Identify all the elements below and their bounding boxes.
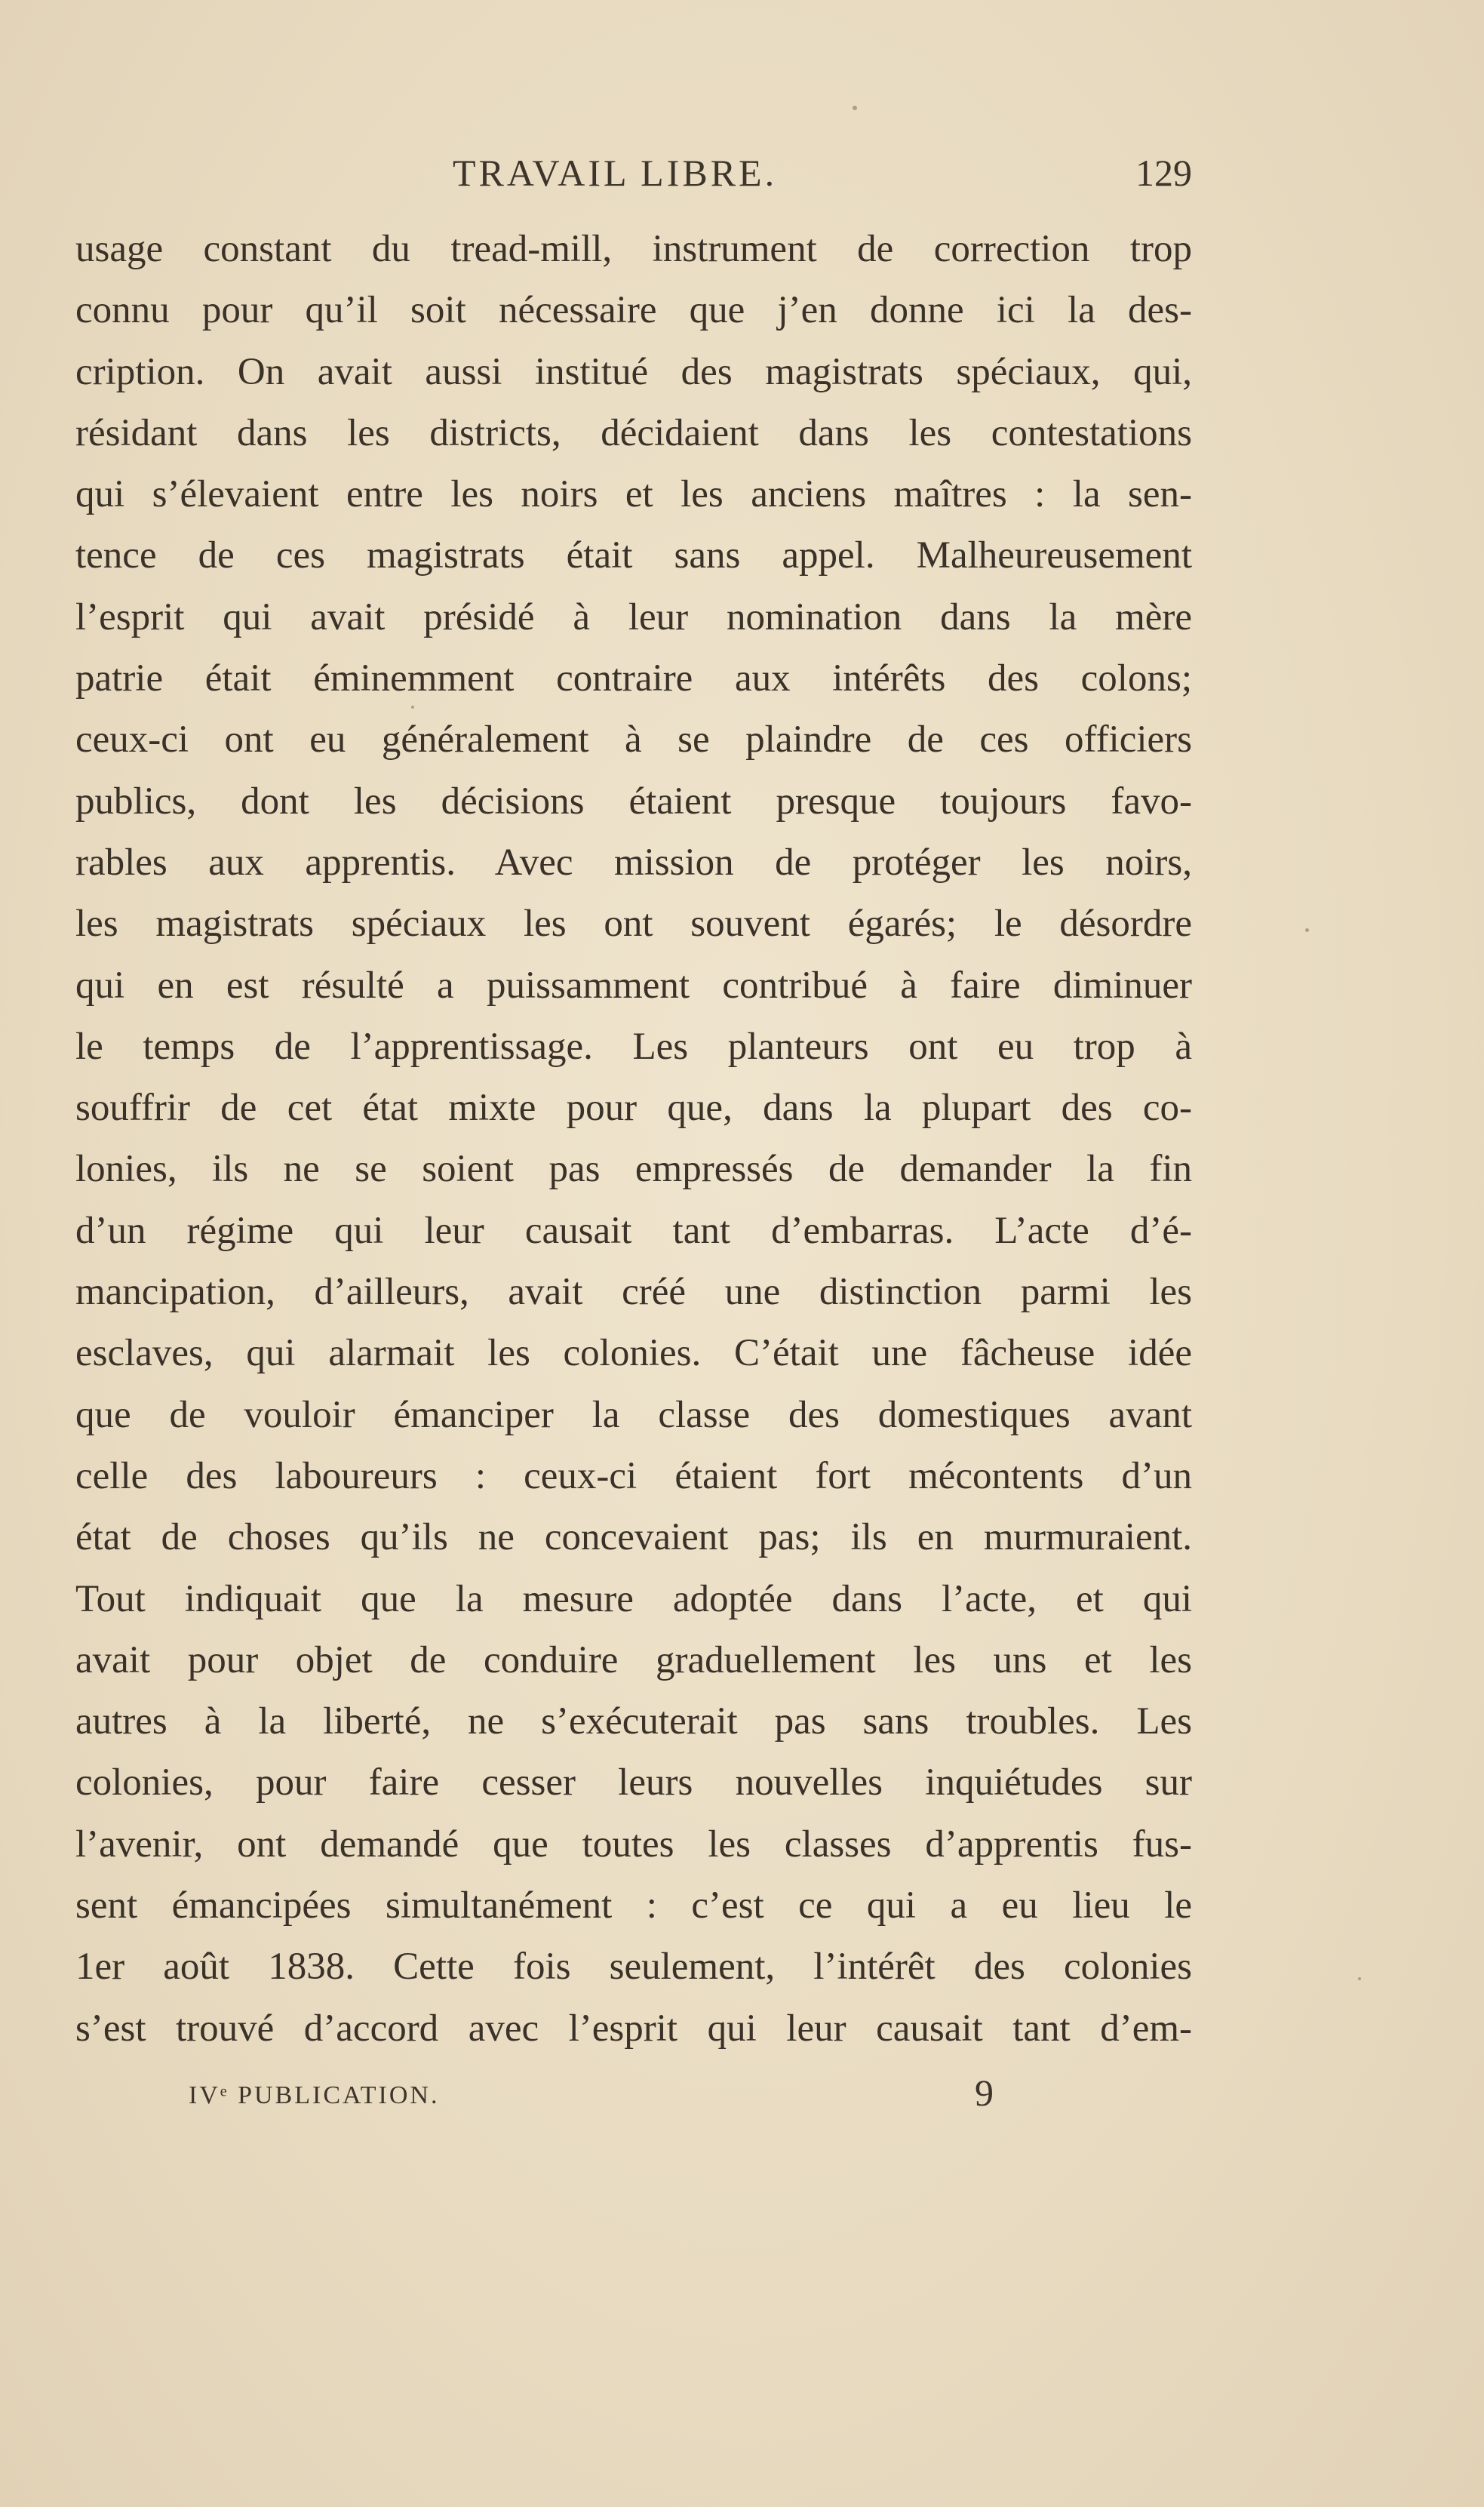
running-title: TRAVAIL LIBRE.: [453, 152, 778, 194]
text-line: état de choses qu’ils ne concevaient pas; ils en murmuraient.: [75, 1516, 1192, 1559]
text-line: 1er août 1838. Cette fois seulement, l’intérêt des colonies: [75, 1946, 1192, 1989]
text-line: cription. On avait aussi institué des magistrats spéciaux, qui,: [75, 350, 1192, 393]
text-line: autres à la liberté, ne s’exécuterait pas sans troubles. Les: [75, 1700, 1192, 1743]
text-line: d’un régime qui leur causait tant d’embarras. L’acte d’é-: [75, 1209, 1192, 1252]
text-line: rables aux apprentis. Avec mission de protéger les noirs,: [75, 841, 1192, 884]
page-footer: [75, 2068, 1192, 2121]
text-line: mancipation, d’ailleurs, avait créé une distinction parmi les: [75, 1271, 1192, 1314]
text-line: souffrir de cet état mixte pour que, dans la plupart des co-: [75, 1087, 1192, 1130]
paper-speck: [853, 106, 857, 110]
text-line: s’est trouvé d’accord avec l’esprit qui leur causait tant d’em-: [75, 2007, 1192, 2050]
text-line: patrie était éminemment contraire aux intérêts des colons;: [75, 657, 1192, 700]
text-line: celle des laboureurs : ceux-ci étaient fort mécontents d’un: [75, 1454, 1192, 1497]
text-line: connu pour qu’il soit nécessaire que j’en donne ici la des-: [75, 289, 1192, 332]
text-line: qui en est résulté a puissamment contribué à faire diminuer: [75, 964, 1192, 1007]
page-number: 129: [1135, 152, 1192, 194]
paper-speck: [411, 706, 414, 709]
text-line: publics, dont les décisions étaient presque toujours favo-: [75, 780, 1192, 823]
text-line: que de vouloir émanciper la classe des domestiques avant: [75, 1393, 1192, 1436]
text-line: résidant dans les districts, décidaient dans les contestations: [75, 411, 1192, 454]
paper-speck: [1305, 928, 1309, 932]
text-line: esclaves, qui alarmait les colonies. C’était une fâcheuse idée: [75, 1332, 1192, 1375]
text-line: l’esprit qui avait présidé à leur nomination dans la mère: [75, 595, 1192, 638]
sheet-number: 9: [975, 2072, 994, 2114]
page-header: [75, 151, 1192, 204]
text-line: le temps de l’apprentissage. Les planteurs ont eu trop à: [75, 1025, 1192, 1068]
text-line: l’avenir, ont demandé que toutes les classes d’apprentis fus-: [75, 1823, 1192, 1866]
text-line: usage constant du tread-mill, instrument de correction trop: [75, 228, 1192, 270]
text-line: sent émancipées simultanément : c’est ce qui a eu lieu le: [75, 1884, 1192, 1927]
text-line: colonies, pour faire cesser leurs nouvelles inquiétudes sur: [75, 1761, 1192, 1804]
signature-mark: IVᵉ PUBLICATION.: [189, 2081, 440, 2109]
text-line: ceux-ci ont eu généralement à se plaindre de ces officiers: [75, 718, 1192, 761]
text-line: Tout indiquait que la mesure adoptée dans l’acte, et qui: [75, 1577, 1192, 1620]
paper-speck: [1358, 1977, 1361, 1980]
text-line: tence de ces magistrats était sans appel. Malheureusement: [75, 534, 1192, 577]
text-line: qui s’élevaient entre les noirs et les anciens maîtres : la sen-: [75, 473, 1192, 516]
body-text: [75, 219, 1192, 2059]
text-line: lonies, ils ne se soient pas empressés de demander la fin: [75, 1148, 1192, 1191]
text-line: avait pour objet de conduire graduellement les uns et les: [75, 1638, 1192, 1681]
text-line: les magistrats spéciaux les ont souvent égarés; le désordre: [75, 903, 1192, 946]
